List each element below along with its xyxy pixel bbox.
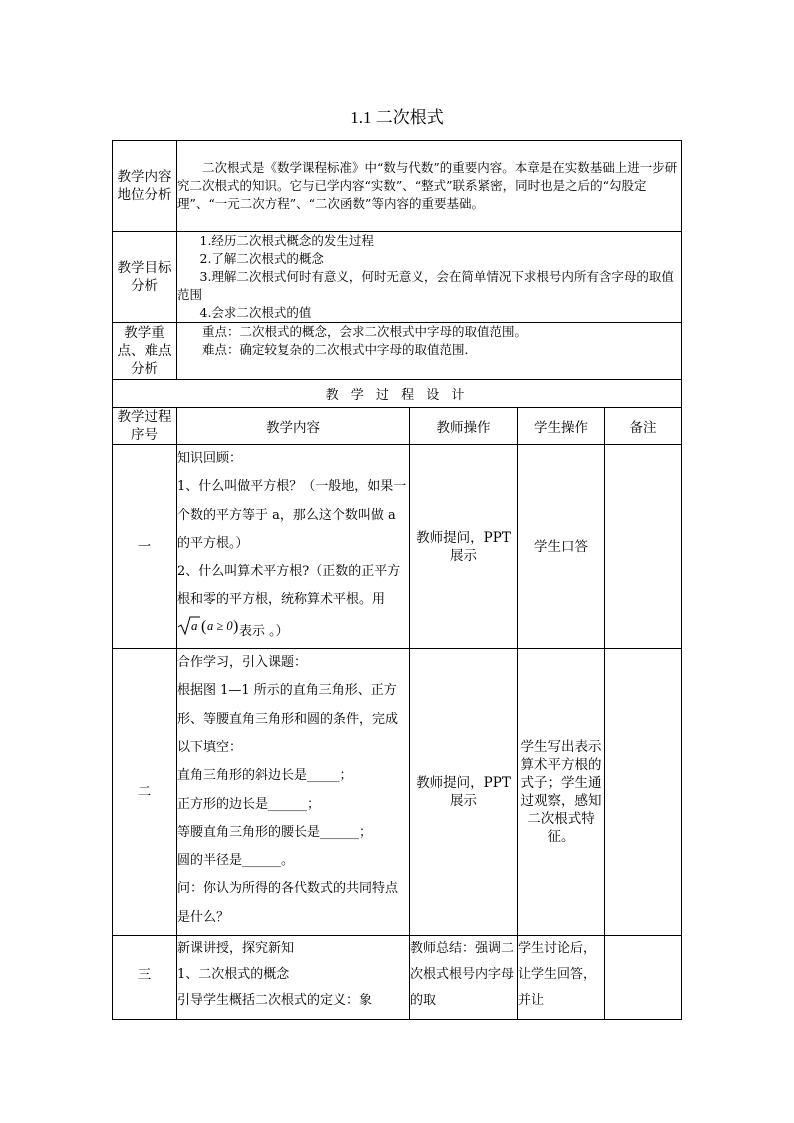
column-header-note: 备注	[605, 408, 682, 445]
column-header-teacher: 教师操作	[410, 408, 518, 445]
step-seq: 一	[113, 445, 177, 649]
step-seq: 二	[113, 649, 177, 936]
step-content-cell	[177, 936, 410, 1020]
goals-analysis-cell	[177, 232, 682, 323]
step-content-line: 圆的半径是______。	[177, 853, 295, 869]
note-cell	[605, 445, 682, 649]
lesson-plan-table	[112, 140, 682, 1020]
step-content-line: 等腰直角三角形的腰长是______；	[177, 824, 373, 840]
row-section-title	[113, 380, 682, 408]
student-operation: 学生口答	[518, 445, 605, 649]
goal-item: 3.理解二次根式何时有意义，何时无意义，会在简单情况下求根号内所有含字母的取值范围	[177, 269, 674, 302]
sqrt-radicand: a	[191, 617, 198, 633]
keypoints-analysis-cell	[177, 323, 682, 380]
keypoints-analysis-label: 教学重点、难点分析	[113, 323, 177, 380]
process-design-title: 教 学 过 程 设 计	[113, 380, 682, 408]
teacher-operation: 教师提问，PPT展示	[410, 445, 518, 649]
table-row-step-1	[113, 445, 682, 649]
step-content-cell	[177, 649, 410, 936]
teacher-operation: 教师提问，PPT展示	[410, 649, 518, 936]
sqrt-formula-graphic	[177, 615, 239, 637]
row-column-headers	[113, 408, 682, 445]
step-content-line	[177, 558, 409, 648]
step-content-line: 知识回顾：	[177, 451, 243, 466]
note-cell	[605, 649, 682, 936]
key-point-text: 重点：二次根式的概念，会求二次根式中字母的取值范围。	[202, 324, 528, 339]
sqrt-formula	[177, 615, 239, 648]
position-analysis-text-cell	[177, 141, 682, 232]
column-header-seq: 教学过程序号	[113, 408, 177, 445]
step-content-line: 根据图 1—1 所示的直角三角形、正方形、等腰直角三角形和圆的条件，完成以下填空：	[177, 683, 399, 755]
step-seq: 三	[113, 936, 177, 1020]
goal-item: 1.经历二次根式概念的发生过程	[199, 233, 374, 248]
table-row-step-2	[113, 649, 682, 936]
goals-analysis-label: 教学目标分析	[113, 232, 177, 323]
step-content-cell	[177, 445, 410, 649]
note-cell	[605, 936, 682, 1020]
goal-item: 4.会求二次根式的值	[199, 305, 312, 320]
row-goals-analysis	[113, 232, 682, 323]
column-header-content: 教学内容	[177, 408, 410, 445]
table-row-step-3	[113, 936, 682, 1020]
page-title: 1.1 二次根式	[350, 108, 444, 127]
svg-text:): )	[233, 617, 239, 635]
goal-item: 2.了解二次根式的概念	[199, 251, 324, 266]
step-content-line: 问：你认为所得的各代数式的共同特点是什么？	[177, 881, 399, 925]
row-keypoints-analysis	[113, 323, 682, 380]
position-analysis-text: 二次根式是《数学课程标准》中“数与代数”的重要内容。本章是在实数基础上进一步研究二次根式的知识。它与已学内容“实数”、“整式”联系紧密，同时也是之后的“勾股定理”、“一元二次方程”、“二次函数”等内容的重要基础。	[177, 160, 678, 211]
step-content-line: 1、什么叫做平方根？（一般地，如果一个数的平方等于 a，那么这个数叫做 a 的平方根。）	[177, 479, 407, 551]
svg-text:(: (	[201, 617, 207, 635]
step-content-line: 合作学习，引入课题：	[177, 655, 308, 671]
student-operation: 学生讨论后，让学生回答，并让	[518, 936, 605, 1020]
step-content-line: 正方形的边长是______；	[177, 796, 321, 812]
position-analysis-label: 教学内容地位分析	[113, 141, 177, 232]
step-content-text: 表示 。）	[239, 623, 289, 639]
step-content-line: 直角三角形的斜边长是_____；	[177, 768, 353, 784]
column-header-student: 学生操作	[518, 408, 605, 445]
step-content-line: 1、二次根式的概念	[177, 967, 290, 983]
sqrt-condition: a ≥ 0	[207, 618, 233, 633]
student-operation: 学生写出表示算术平方根的式子；学生通过观察，感知二次根式特征。	[518, 649, 605, 936]
step-content-line: 新课讲授，探究新知	[177, 941, 295, 957]
difficult-point-text: 难点：确定较复杂的二次根式中字母的取值范围.	[202, 342, 469, 357]
row-position-analysis	[113, 141, 682, 232]
step-content-line: 引导学生概括二次根式的定义：象	[177, 993, 373, 1009]
step-content-text: 2、什么叫算术平方根?（正数的正平方根和零的平方根，统称算术平根。用	[177, 564, 401, 608]
teacher-operation: 教师总结：强调二次根式根号内字母的取	[410, 936, 518, 1020]
